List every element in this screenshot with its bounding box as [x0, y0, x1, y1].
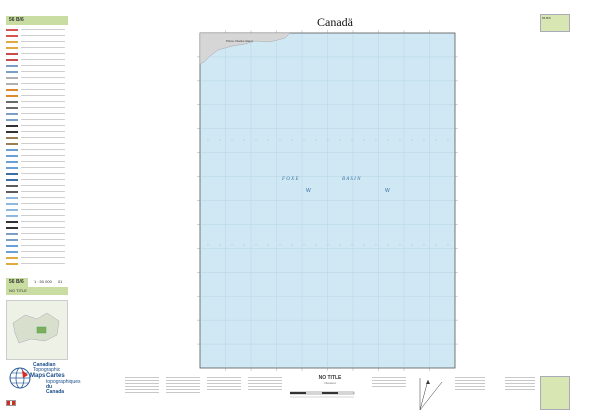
- graticule-dot: [424, 140, 425, 141]
- graticule-dot: [376, 245, 377, 246]
- footer-block-2: [166, 377, 200, 395]
- graticule-dot: [256, 140, 257, 141]
- graticule-dot: [328, 245, 329, 246]
- graticule-dot: [412, 140, 413, 141]
- logo-line-1: Canadian: [33, 362, 56, 368]
- edition-number: 01: [58, 279, 63, 284]
- graticule-dot: [352, 245, 353, 246]
- graticule-dot: [352, 140, 353, 141]
- graticule-dot: [316, 245, 317, 246]
- footer-block-1: [125, 377, 159, 395]
- graticule-dot: [340, 245, 341, 246]
- graticule-dot: [244, 140, 245, 141]
- graticule-dot: [448, 140, 449, 141]
- graticule-dot: [220, 245, 221, 246]
- graticule-dot: [220, 140, 221, 141]
- graticule-dot: [268, 245, 269, 246]
- graticule-dot: [232, 140, 233, 141]
- island-label: Prince Charles Island: [226, 39, 253, 43]
- graticule-dot: [400, 140, 401, 141]
- scale-bar: [290, 388, 360, 402]
- logo-line-6: du Canada: [46, 384, 65, 395]
- graticule-dot: [244, 245, 245, 246]
- graticule-dot: [304, 140, 305, 141]
- footer-block-3: [207, 377, 241, 392]
- scale-sheet-number: 56 B/6: [6, 278, 28, 287]
- marsh-symbol-1: W: [306, 188, 311, 194]
- water-label-foxe: F O X E: [282, 177, 299, 182]
- graticule-dot: [328, 140, 329, 141]
- graticule-dot: [412, 245, 413, 246]
- graticule-dot: [448, 245, 449, 246]
- logo-line-4: Cartes: [46, 373, 65, 379]
- graticule-dot: [208, 140, 209, 141]
- graticule-dot: [232, 245, 233, 246]
- graticule-dot: [436, 245, 437, 246]
- graticule-dot: [364, 140, 365, 141]
- marsh-symbol-2: W: [385, 188, 390, 194]
- sheet-number-tag: 56 B/6: [6, 16, 68, 25]
- scale-ratio: 1 : 50 000: [34, 279, 52, 284]
- adjoining-sheets-box: [540, 376, 570, 410]
- graticule-dot: [400, 245, 401, 246]
- graticule-dot: [388, 140, 389, 141]
- logo-line-3: Maps: [30, 373, 46, 379]
- graticule-dot: [292, 140, 293, 141]
- graticule-dot: [280, 140, 281, 141]
- corner-sheet-code: 56 B/6: [542, 16, 551, 20]
- graticule-dot: [292, 245, 293, 246]
- logo-line-2: Topographic: [33, 367, 61, 373]
- graticule-dot: [376, 140, 377, 141]
- canada-wordmark: Canadä: [317, 15, 353, 29]
- footer-block-5: [372, 377, 406, 389]
- map-title: NO TITLE: [318, 375, 342, 381]
- footer-block-4: [248, 377, 282, 392]
- graticule-dot: [388, 245, 389, 246]
- logo-line-5: topographiques: [46, 379, 81, 385]
- graticule-dot: [436, 140, 437, 141]
- footer-block-6: [455, 377, 485, 392]
- water-label-basin: B A S I N: [342, 177, 361, 182]
- footer-block-7: [505, 377, 535, 392]
- graticule-dot: [268, 140, 269, 141]
- graticule-dot: [280, 245, 281, 246]
- legend-title-band: NO TITLE: [6, 287, 68, 295]
- graticule-dot: [364, 245, 365, 246]
- graticule-dot: [340, 140, 341, 141]
- graticule-dot: [424, 245, 425, 246]
- graticule-dot: [256, 245, 257, 246]
- declination-diagram: [410, 376, 450, 412]
- map-subtitle: Nunavut: [324, 381, 336, 385]
- graticule-dot: [316, 140, 317, 141]
- graticule-dot: [208, 245, 209, 246]
- graticule-dot: [304, 245, 305, 246]
